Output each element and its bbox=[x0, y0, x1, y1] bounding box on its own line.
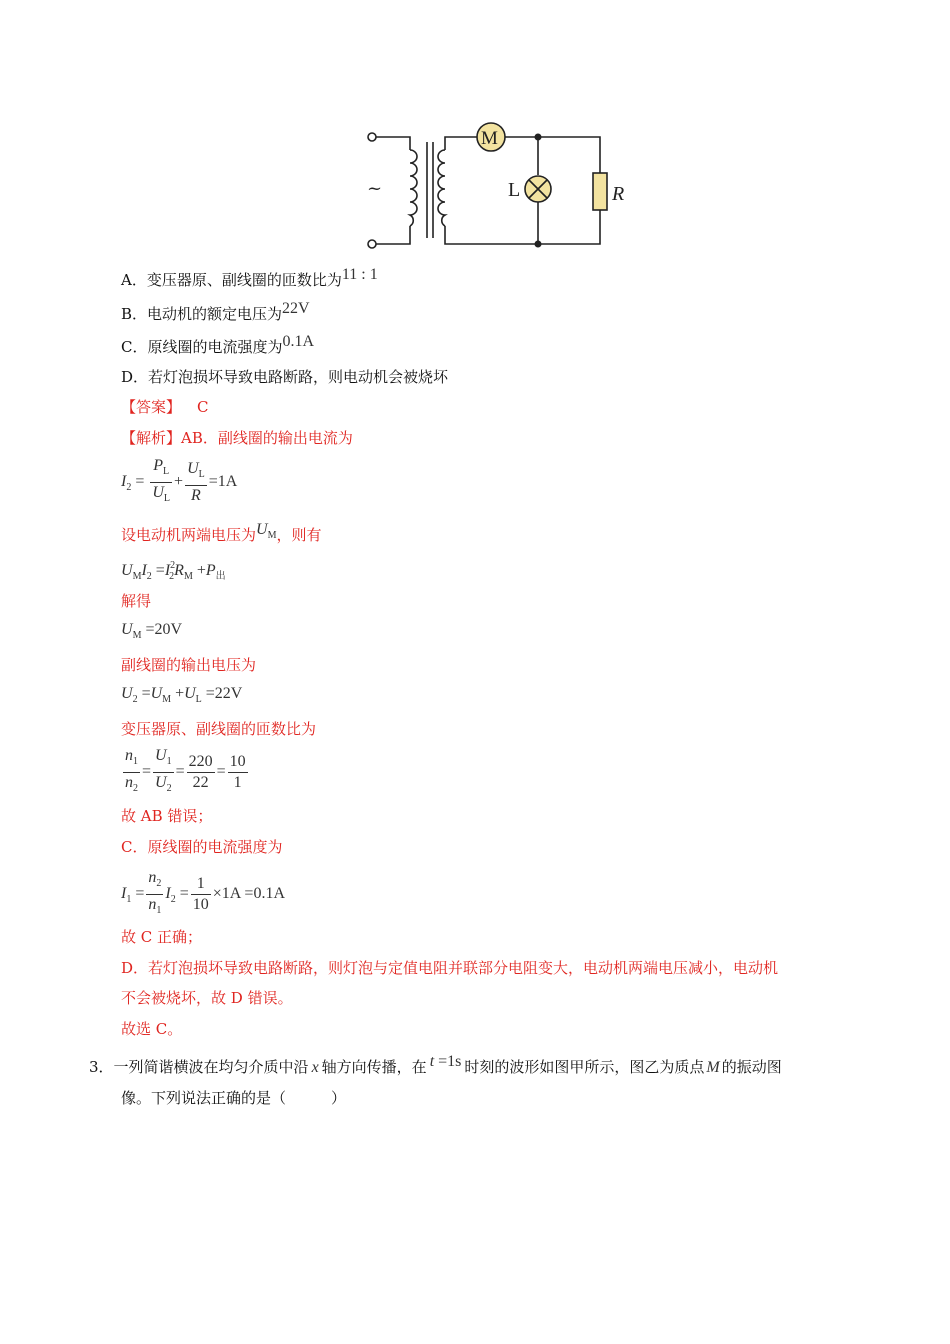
input-terminal-top bbox=[368, 133, 376, 141]
transformer-circuit-diagram bbox=[360, 120, 650, 255]
ac-source-label: ~ bbox=[367, 178, 383, 199]
input-terminal-bottom bbox=[368, 240, 376, 248]
answer-label: 【答案】 bbox=[121, 398, 182, 416]
option-b-text: B．电动机的额定电压为 bbox=[121, 305, 283, 323]
equation-turns-ratio: $\frac{n_1}{n_2}$ = $\frac{U_1}{U_2}$ = $\frac{220}{22}$ = $\frac{10}{1}$ bbox=[125, 747, 246, 794]
equation-secondary-voltage: $U_2 =U_M +U_L =22V$ bbox=[121, 685, 243, 705]
option-c-math: 0.1A bbox=[282, 333, 315, 350]
option-a-text: A．变压器原、副线圈的匝数比为 bbox=[121, 271, 342, 289]
final-choice: 故选 C。 bbox=[121, 1020, 183, 1038]
turns-ratio-intro: 变压器原、副线圈的匝数比为 bbox=[121, 720, 317, 738]
primary-coil bbox=[410, 150, 417, 226]
junction-dot-top bbox=[535, 134, 542, 141]
c-conclusion: 故 C 正确； bbox=[121, 928, 203, 946]
option-c bbox=[121, 333, 315, 358]
motor-label: M bbox=[481, 128, 498, 149]
question-3: 3．一列简谐横波在均匀介质中沿 x 轴方向传播，在 t =1s 时刻的波形如图甲所示，图乙为质点 M 的振动图 像。下列说法正确的是（ ） bbox=[89, 1053, 782, 1107]
option-b bbox=[121, 300, 310, 325]
analysis-ab-intro bbox=[121, 428, 353, 448]
junction-dot-bottom bbox=[535, 241, 542, 248]
ab-conclusion: 故 AB 错误； bbox=[121, 807, 213, 825]
d-analysis-line1: D．若灯泡损坏导致电路断路，则灯泡与定值电阻并联部分电阻变大，电动机两端电压减小，电动机 bbox=[121, 959, 779, 977]
analysis-ab-text: AB．副线圈的输出电流为 bbox=[181, 429, 353, 447]
equation-motor-power: $U_MI_2 =I^2_2R_M +P_出$ bbox=[121, 560, 226, 582]
resistor-symbol bbox=[593, 173, 607, 210]
c-intro: C．原线圈的电流强度为 bbox=[121, 838, 283, 856]
option-c-text: C．原线圈的电流强度为 bbox=[121, 338, 283, 356]
option-a bbox=[121, 266, 378, 291]
solve-label: 解得 bbox=[121, 592, 152, 610]
d-analysis-line2: 不会被烧坏，故 D 错误。 bbox=[121, 989, 293, 1007]
motor-voltage-intro: 设电动机两端电压为$U_M$，则有 bbox=[121, 521, 322, 544]
secondary-voltage-intro: 副线圈的输出电压为 bbox=[121, 656, 257, 674]
secondary-coil bbox=[438, 150, 445, 226]
question-3-number: 3． bbox=[89, 1058, 114, 1076]
equation-motor-voltage: $U_M =20V$ bbox=[121, 621, 183, 641]
lamp-label: L bbox=[508, 179, 521, 201]
option-a-math: 11 : 1 bbox=[341, 266, 378, 283]
equation-secondary-current: $I_2$ = $\frac{P_L}{U_L}$ + $\frac{U_L}{R}$ =1A bbox=[121, 457, 238, 504]
option-b-math: 22V bbox=[282, 300, 310, 317]
answer-line bbox=[121, 397, 209, 417]
analysis-label: 【解析】 bbox=[121, 429, 182, 447]
equation-primary-current: $I_1$ = $\frac{n_2}{n_1}$ $I_2$ = $\frac{1}{10}$ ×1A =0.1A bbox=[121, 869, 285, 916]
resistor-label: R bbox=[612, 183, 625, 205]
option-d: D．若灯泡损坏导致电路断路，则电动机会被烧坏 bbox=[121, 368, 449, 386]
answer-value: C bbox=[197, 398, 209, 416]
